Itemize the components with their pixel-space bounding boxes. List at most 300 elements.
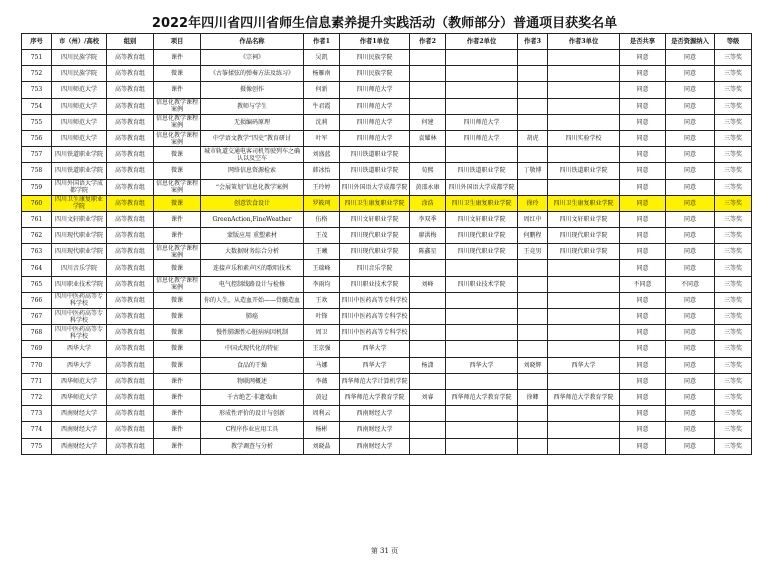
table-cell: 高等教育组 (107, 66, 154, 82)
table-cell: 蒙版应用 重塑素材 (201, 228, 304, 244)
table-cell: 四川师范大学 (446, 130, 518, 146)
table-cell: 三等奖 (715, 260, 752, 276)
table-cell (410, 292, 446, 308)
table-cell: 西华大学 (340, 357, 410, 373)
table-cell: 四川现代职业学院 (52, 228, 107, 244)
table-cell (410, 66, 446, 82)
table-cell: 《古筝揉弦的弹奏方法及练习》 (201, 66, 304, 82)
table-cell: 信息化教学课程案例 (154, 179, 201, 195)
table-cell: 西南财经大学 (52, 422, 107, 438)
table-cell: 771 (22, 373, 52, 389)
table-cell: 四川文轩职业学院 (340, 211, 410, 227)
table-cell: 食品的干燥 (201, 357, 304, 373)
table-cell (518, 179, 548, 195)
table-cell: 四川师范大学 (340, 82, 410, 98)
table-cell: 同意 (666, 179, 715, 195)
table-cell: 同意 (666, 260, 715, 276)
table-cell (410, 422, 446, 438)
table-cell: GreenAction,FineWeather (201, 211, 304, 227)
table-cell: 西华师范大学 (52, 373, 107, 389)
table-cell (446, 98, 518, 114)
table-cell (410, 373, 446, 389)
table-cell: 网络信息资源检索 (201, 163, 304, 179)
table-cell: 叶军 (304, 130, 340, 146)
table-cell (446, 309, 518, 325)
table-cell: 微课 (154, 195, 201, 211)
table-cell (548, 406, 620, 422)
table-cell (518, 276, 548, 292)
table-cell: 何鹏程 (518, 228, 548, 244)
table-cell: 教师与学生 (201, 98, 304, 114)
table-cell: 刘晓辉 (518, 357, 548, 373)
column-header: 是否资源纳入 (666, 34, 715, 50)
table-row (22, 357, 752, 373)
table-cell: 高等教育组 (107, 244, 154, 260)
table-cell (548, 309, 620, 325)
column-header: 作者3 (518, 34, 548, 50)
table-cell: 信息化教学课程案例 (154, 114, 201, 130)
table-cell: 三等奖 (715, 195, 752, 211)
table-cell: 城市轨道交通电客司机驾驶列车之确认以及空车 (201, 147, 304, 163)
table-row (22, 244, 752, 260)
table-cell: 同意 (666, 82, 715, 98)
table-cell: 西华师范大学教育学院 (340, 389, 410, 405)
table-cell (446, 325, 518, 341)
table-cell (518, 325, 548, 341)
table-cell: 高等教育组 (107, 179, 154, 195)
table-cell: 四川现代职业学院 (548, 244, 620, 260)
table-cell: 四川卫生康复职业学院 (548, 195, 620, 211)
table-cell: 高等教育组 (107, 50, 154, 66)
table-cell (548, 341, 620, 357)
table-cell: 课件 (154, 438, 201, 454)
table-cell: 李雨均 (304, 276, 340, 292)
table-cell: 吴凯 (304, 50, 340, 66)
table-cell: 三等奖 (715, 147, 752, 163)
table-cell: 形成性评价的设计与创新 (201, 406, 304, 422)
table-cell: 高等教育组 (107, 341, 154, 357)
table-cell: 四川师范大学 (52, 82, 107, 98)
table-cell: 同意 (666, 325, 715, 341)
table-cell (518, 50, 548, 66)
table-cell (518, 373, 548, 389)
table-row (22, 82, 752, 98)
column-header: 作者2 (410, 34, 446, 50)
table-cell: 四川现代职业学院 (340, 244, 410, 260)
table-cell: 王瑞峰 (304, 260, 340, 276)
table-cell: 773 (22, 406, 52, 422)
column-header: 等级 (715, 34, 752, 50)
table-cell: 西华大学 (52, 357, 107, 373)
table-cell: 何新 (304, 82, 340, 98)
table-cell: 同意 (620, 244, 666, 260)
table-cell (548, 422, 620, 438)
table-cell: 微课 (154, 163, 201, 179)
table-row (22, 66, 752, 82)
table-cell: 四川铁道职业学院 (52, 147, 107, 163)
table-cell: 高等教育组 (107, 292, 154, 308)
table-cell: 三等奖 (715, 373, 752, 389)
table-cell: 同意 (666, 406, 715, 422)
column-header: 作者1单位 (340, 34, 410, 50)
table-cell: 三等奖 (715, 163, 752, 179)
table-cell: 四川师范大学 (340, 114, 410, 130)
table-cell: 同意 (666, 341, 715, 357)
table-cell (548, 82, 620, 98)
table-cell (548, 438, 620, 454)
table-cell (518, 422, 548, 438)
table-cell: 三等奖 (715, 422, 752, 438)
table-cell: 四川师范大学 (446, 114, 518, 130)
table-cell: 高等教育组 (107, 114, 154, 130)
table-cell (410, 309, 446, 325)
table-cell: 四川卫生康复职业学院 (446, 195, 518, 211)
table-cell: 三等奖 (715, 276, 752, 292)
table-cell: 陈鑫星 (410, 244, 446, 260)
table-cell: 四川铁道职业学院 (446, 163, 518, 179)
table-cell: 课件 (154, 211, 201, 227)
table-cell: 四川铁道职业学院 (548, 163, 620, 179)
column-header: 是否共享 (620, 34, 666, 50)
table-row (22, 389, 752, 405)
table-cell: 徐卿 (518, 389, 548, 405)
table-cell: 王茂 (304, 228, 340, 244)
table-cell: 同意 (666, 422, 715, 438)
page-title: 2022年四川省四川省师生信息素养提升实践活动（教师部分）普通项目获奖名单 (151, 16, 618, 31)
table-cell: 同意 (620, 325, 666, 341)
table-cell (548, 147, 620, 163)
table-cell (548, 292, 620, 308)
table-cell: 四川文轩职业学院 (446, 211, 518, 227)
column-header: 作者2单位 (446, 34, 518, 50)
table-cell: 课件 (154, 82, 201, 98)
table-cell: 751 (22, 50, 52, 66)
table-cell: 西华师范大学 (52, 389, 107, 405)
table-row (22, 179, 752, 195)
table-cell (446, 341, 518, 357)
table-cell: 罗筱珂 (304, 195, 340, 211)
table-cell: 同意 (620, 341, 666, 357)
table-cell: 电气控制线路设计与检修 (201, 276, 304, 292)
table-cell: 三等奖 (715, 130, 752, 146)
table-cell: 廖洪梅 (410, 228, 446, 244)
table-cell: 西华大学 (340, 341, 410, 357)
table-cell (446, 438, 518, 454)
table-cell (410, 50, 446, 66)
table-cell: 765 (22, 276, 52, 292)
table-cell: 刘盛蓝 (304, 147, 340, 163)
table-cell: 四川职业技术学院 (446, 276, 518, 292)
table-cell: 同意 (666, 389, 715, 405)
table-cell: 你的人生，从造血开始——骨髓造血 (201, 292, 304, 308)
table-row (22, 260, 752, 276)
table-body (22, 50, 752, 455)
table-cell: 三等奖 (715, 309, 752, 325)
table-cell: 四川文轩职业学院 (548, 211, 620, 227)
table-cell: 同意 (620, 195, 666, 211)
table-cell: 三等奖 (715, 66, 752, 82)
table-cell: 微课 (154, 357, 201, 373)
table-row (22, 438, 752, 454)
table-cell (548, 66, 620, 82)
table-row (22, 406, 752, 422)
table-cell (548, 114, 620, 130)
table-cell: 四川职业技术学院 (52, 276, 107, 292)
table-cell (518, 438, 548, 454)
table-cell: 三等奖 (715, 325, 752, 341)
table-cell: 袁耀林 (410, 130, 446, 146)
column-header: 序号 (22, 34, 52, 50)
table-cell: 767 (22, 309, 52, 325)
table-cell (518, 309, 548, 325)
table-cell: 西南财经大学 (340, 438, 410, 454)
table-cell: 同意 (620, 422, 666, 438)
table-cell (410, 341, 446, 357)
table-cell (518, 147, 548, 163)
table-cell: 四川中医药高等专科学校 (340, 292, 410, 308)
table-row (22, 195, 752, 211)
table-cell (548, 260, 620, 276)
table-cell: 《宗祠》 (201, 50, 304, 66)
table-cell (410, 98, 446, 114)
table-cell: 三等奖 (715, 50, 752, 66)
table-row (22, 114, 752, 130)
table-cell: 同意 (620, 66, 666, 82)
table-cell: 摄像创作 (201, 82, 304, 98)
table-cell: 王欢 (304, 292, 340, 308)
table-cell: 三等奖 (715, 341, 752, 357)
table-cell: 同意 (620, 130, 666, 146)
table-cell: 四川铁道职业学院 (52, 163, 107, 179)
table-cell: 757 (22, 147, 52, 163)
table-cell: 四川师范大学 (340, 130, 410, 146)
table-cell: 同意 (666, 163, 715, 179)
table-row (22, 163, 752, 179)
table-cell: 同意 (666, 228, 715, 244)
table-cell (518, 98, 548, 114)
table-cell: 同意 (666, 66, 715, 82)
table-cell: 三等奖 (715, 357, 752, 373)
table-cell: 761 (22, 211, 52, 227)
table-cell: 四川外国语大学成都学院 (446, 179, 518, 195)
table-cell: 王京强 (304, 341, 340, 357)
table-cell (446, 66, 518, 82)
table-cell: 慢性肺源性心脏病病因机制 (201, 325, 304, 341)
table-cell: 杨彬 (304, 422, 340, 438)
table-cell (446, 147, 518, 163)
table-cell: 同意 (620, 163, 666, 179)
table-cell: 759 (22, 179, 52, 195)
table-cell: 三等奖 (715, 114, 752, 130)
table-cell: 高等教育组 (107, 325, 154, 341)
table-cell: 徐玲 (518, 195, 548, 211)
table-cell: 王曦 (304, 244, 340, 260)
table-cell: 课件 (154, 50, 201, 66)
table-cell: 四川师范大学 (52, 114, 107, 130)
table-cell: 四川铁道职业学院 (340, 147, 410, 163)
table-cell: 四川职业技术学院 (340, 276, 410, 292)
table-cell: 王竞男 (518, 244, 548, 260)
table-cell: 同意 (620, 147, 666, 163)
table-cell: C程序作业应用工具 (201, 422, 304, 438)
table-cell (446, 82, 518, 98)
page-number: 第 31 页 (370, 547, 399, 555)
table-cell: 高等教育组 (107, 228, 154, 244)
table-cell (446, 422, 518, 438)
table-cell: 周红中 (518, 211, 548, 227)
award-table (21, 33, 752, 455)
table-header-row (22, 34, 752, 50)
table-row (22, 373, 752, 389)
table-cell (518, 406, 548, 422)
table-cell: 课件 (154, 406, 201, 422)
table-cell: 叶锋 (304, 309, 340, 325)
table-cell: 四川卫生康复职业学院 (52, 195, 107, 211)
table-cell: 四川民族学院 (52, 66, 107, 82)
table-cell: 高等教育组 (107, 309, 154, 325)
table-cell (410, 82, 446, 98)
table-cell: 不同意 (666, 276, 715, 292)
table-cell: 周卫 (304, 325, 340, 341)
table-cell: 黄冠 (304, 389, 340, 405)
table-cell: 物联网概述 (201, 373, 304, 389)
table-row (22, 98, 752, 114)
table-cell: 高等教育组 (107, 147, 154, 163)
table-cell: 涂浩 (410, 195, 446, 211)
table-cell: 高等教育组 (107, 163, 154, 179)
table-cell: 同意 (666, 438, 715, 454)
table-cell (548, 373, 620, 389)
table-cell: 西华大学 (52, 341, 107, 357)
table-cell: “会展策划”信息化教学案例 (201, 179, 304, 195)
column-header: 作者1 (304, 34, 340, 50)
table-cell: 信息化教学课程案例 (154, 276, 201, 292)
table-cell: 连接声乐和素声区的歌唱技术 (201, 260, 304, 276)
table-cell: 四川现代职业学院 (446, 228, 518, 244)
table-cell: 763 (22, 244, 52, 260)
table-cell: 李双季 (410, 211, 446, 227)
table-cell: 774 (22, 422, 52, 438)
table-cell: 刘睿 (410, 389, 446, 405)
table-row (22, 130, 752, 146)
table-cell: 课件 (154, 422, 201, 438)
table-cell: 同意 (666, 357, 715, 373)
table-cell: 同意 (620, 228, 666, 244)
column-header: 作品名称 (201, 34, 304, 50)
table-cell: 762 (22, 228, 52, 244)
table-cell: 西南财经大学 (52, 438, 107, 454)
table-cell: 四川音乐学院 (340, 260, 410, 276)
table-cell: 王玲婷 (304, 179, 340, 195)
table-cell: 高等教育组 (107, 130, 154, 146)
table-cell: 西南财经大学 (52, 406, 107, 422)
table-cell: 课件 (154, 228, 201, 244)
table-row (22, 276, 752, 292)
table-cell: 同意 (620, 292, 666, 308)
table-cell: 769 (22, 341, 52, 357)
table-cell (548, 98, 620, 114)
table-cell: 四川现代职业学院 (52, 244, 107, 260)
table-cell: 同意 (620, 260, 666, 276)
table-cell (548, 50, 620, 66)
table-cell: 肺癌 (201, 309, 304, 325)
table-cell: 同意 (620, 98, 666, 114)
table-cell: 四川现代职业学院 (548, 228, 620, 244)
table-cell (410, 147, 446, 163)
table-cell: 同意 (620, 357, 666, 373)
table-cell: 758 (22, 163, 52, 179)
table-cell: 信息化教学课程案例 (154, 244, 201, 260)
table-cell: 同意 (666, 195, 715, 211)
table-cell: 杨潇 (410, 357, 446, 373)
table-cell: 三等奖 (715, 438, 752, 454)
table-cell: 同意 (666, 309, 715, 325)
table-cell: 同意 (620, 373, 666, 389)
table-cell: 三等奖 (715, 211, 752, 227)
table-row (22, 341, 752, 357)
table-cell: 三等奖 (715, 244, 752, 260)
table-cell: 770 (22, 357, 52, 373)
table-cell: 西华大学 (446, 357, 518, 373)
table-cell (446, 373, 518, 389)
table-cell: 创意饮食设计 (201, 195, 304, 211)
table-cell (410, 406, 446, 422)
table-row (22, 147, 752, 163)
table-cell: 三等奖 (715, 228, 752, 244)
table-cell (446, 406, 518, 422)
table-cell (410, 260, 446, 276)
table-cell: 760 (22, 195, 52, 211)
table-cell: 高等教育组 (107, 260, 154, 276)
table-cell: 不同意 (620, 276, 666, 292)
table-cell: 四川师范大学 (52, 130, 107, 146)
table-cell: 四川民族学院 (340, 66, 410, 82)
table-cell: 同意 (620, 389, 666, 405)
table-cell: 四川文轩职业学院 (52, 211, 107, 227)
table-cell: 同意 (620, 50, 666, 66)
table-cell (446, 260, 518, 276)
column-header: 市（州）/高校 (52, 34, 107, 50)
table-cell: 三等奖 (715, 179, 752, 195)
table-cell: 马娜 (304, 357, 340, 373)
table-row (22, 309, 752, 325)
table-cell: 荀熙 (410, 163, 446, 179)
table-cell: 高等教育组 (107, 389, 154, 405)
table-cell (518, 114, 548, 130)
table-cell: 四川师范大学 (52, 98, 107, 114)
table-cell: 四川外国语大学成都学院 (340, 179, 410, 195)
table-cell: 西华大学 (548, 357, 620, 373)
table-cell (446, 292, 518, 308)
table-cell: 三等奖 (715, 98, 752, 114)
table-cell: 四川铁道职业学院 (340, 163, 410, 179)
table-cell: 刘峰 (410, 276, 446, 292)
table-cell: 微课 (154, 292, 201, 308)
table-cell: 沈莉 (304, 114, 340, 130)
table-cell: 高等教育组 (107, 276, 154, 292)
table-cell: 西南财经大学 (340, 422, 410, 438)
table-cell: 微课 (154, 147, 201, 163)
table-cell: 四川现代职业学院 (340, 228, 410, 244)
table-cell: 同意 (666, 50, 715, 66)
table-cell: 高等教育组 (107, 422, 154, 438)
table-cell: 牛君霞 (304, 98, 340, 114)
table-cell: 杨雁南 (304, 66, 340, 82)
table-cell: 微课 (154, 309, 201, 325)
table-cell: 四川音乐学院 (52, 260, 107, 276)
table-cell: 千古绝艺·非遗戏曲 (201, 389, 304, 405)
table-cell: 768 (22, 325, 52, 341)
